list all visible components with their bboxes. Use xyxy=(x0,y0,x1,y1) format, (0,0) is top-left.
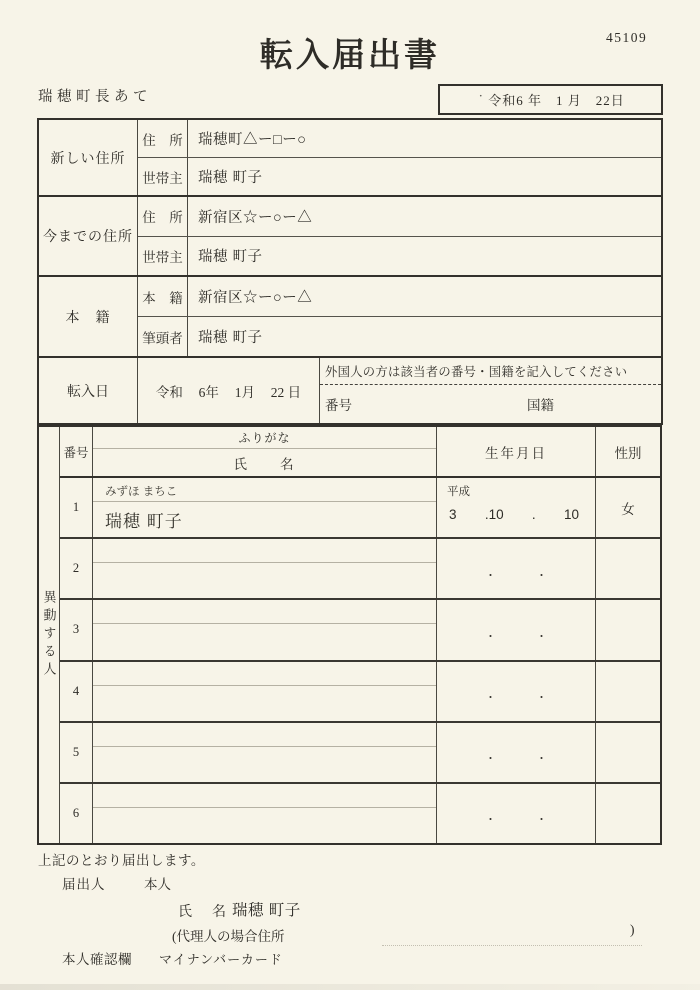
birth-year: 3 xyxy=(449,506,457,522)
birth-month: .10 xyxy=(484,506,504,522)
section-move-in-date xyxy=(39,358,661,423)
section-label: 今までの住所 xyxy=(39,197,138,275)
submission-date-value: 令和6 年 1 月 22日 xyxy=(488,93,625,108)
row-number: 4 xyxy=(60,662,93,721)
birth-dot: ・ xyxy=(485,692,496,705)
mover-row-4 xyxy=(60,662,660,723)
footer-name-value: 瑞穂 町子 xyxy=(232,902,301,919)
mover-row-5 xyxy=(60,723,660,784)
identity-check-label: 本人確認欄 xyxy=(62,952,132,967)
foreign-resident-note: 外国人の方は該当者の番号・国籍を記入してください xyxy=(320,358,661,385)
birth-dot: ・ xyxy=(536,569,547,582)
submission-date-box xyxy=(438,84,663,115)
birth-dot: ・ xyxy=(485,569,496,582)
name-value: 瑞穂 町子 xyxy=(105,512,183,532)
proxy-close-paren: ) xyxy=(630,922,635,937)
mover-row-1 xyxy=(60,478,660,539)
birth-era: 平成 xyxy=(447,486,470,498)
day: 22 日 xyxy=(270,384,302,400)
birth-dot: ・ xyxy=(485,753,496,766)
birth-dot: ・ xyxy=(536,630,547,643)
row-number: 1 xyxy=(60,478,93,537)
field-value-domicile: 新宿区☆ー○ー△ xyxy=(198,290,313,306)
form-serial-number: 45109 xyxy=(606,30,648,45)
move-in-date-label: 転入日 xyxy=(39,358,138,423)
form-title: 転入届出書 xyxy=(260,38,440,74)
furigana-value: みずほ まちこ xyxy=(93,478,436,502)
row-number: 5 xyxy=(60,723,93,782)
proxy-address-note: (代理人の場合住所 xyxy=(172,929,285,944)
birth-dot: ・ xyxy=(536,692,547,705)
section-new-address xyxy=(39,120,661,197)
field-label-address: 住 所 xyxy=(138,197,188,236)
birth-day: 10 xyxy=(563,506,579,522)
footer-name-label: 氏 名 xyxy=(178,905,229,920)
month: 1月 xyxy=(234,384,255,400)
mover-row-2 xyxy=(60,539,660,600)
header-sex: 性別 xyxy=(614,445,642,461)
field-label-householder: 世帯主 xyxy=(138,158,188,195)
row-number: 6 xyxy=(60,784,93,843)
year: 6年 xyxy=(198,384,219,400)
movers-header-row xyxy=(60,427,660,478)
field-value-head-of-family: 瑞穂 町子 xyxy=(198,330,263,346)
applicant-value: 本人 xyxy=(144,877,171,892)
declaration-line: 上記のとおり届出します。 xyxy=(38,853,205,868)
field-value-householder: 瑞穂 町子 xyxy=(198,170,263,186)
identity-check-value: マイナンバーカード xyxy=(159,952,283,967)
field-value-address: 新宿区☆ー○ー△ xyxy=(198,209,313,226)
field-value-address: 瑞穂町△ー□ー○ xyxy=(198,132,307,148)
address-table xyxy=(37,118,663,425)
stray-ink-mark: ・ xyxy=(476,91,487,101)
birth-dot: ・ xyxy=(536,814,547,827)
header-name: 氏 名 xyxy=(233,456,296,472)
addressee-line: 瑞穂町長あて xyxy=(38,89,152,105)
movers-side-cell xyxy=(39,427,60,843)
birth-dot: ・ xyxy=(485,814,496,827)
movers-table xyxy=(37,425,662,845)
field-value-householder: 瑞穂 町子 xyxy=(198,249,263,266)
scan-noise-artifact xyxy=(382,945,642,946)
field-label-domicile: 本 籍 xyxy=(138,277,188,316)
section-previous-address xyxy=(39,197,661,277)
field-label-head-of-family: 筆頭者 xyxy=(138,317,188,356)
mover-row-3 xyxy=(60,600,660,661)
applicant-label: 届出人 xyxy=(62,877,106,892)
foreign-nationality-label: 国籍 xyxy=(527,398,554,413)
foreign-resident-cell xyxy=(320,358,661,423)
move-in-date-value xyxy=(138,358,320,423)
section-registered-domicile xyxy=(39,277,661,358)
birth-dot: . xyxy=(531,506,536,522)
movers-side-label: 異動する人 xyxy=(41,590,57,680)
section-label: 本 籍 xyxy=(39,277,138,356)
field-label-address: 住 所 xyxy=(138,120,188,157)
foreign-number-label: 番号 xyxy=(325,398,352,413)
section-label: 新しい住所 xyxy=(39,120,138,195)
row-number: 3 xyxy=(60,600,93,659)
header-furigana: ふりがな xyxy=(93,427,436,449)
header-birthdate: 生年月日 xyxy=(437,427,596,476)
field-label-householder: 世帯主 xyxy=(138,237,188,276)
row-number: 2 xyxy=(60,539,93,598)
birth-dot: ・ xyxy=(485,630,496,643)
header-number: 番号 xyxy=(60,427,93,476)
mover-row-6 xyxy=(60,784,660,843)
birth-dot: ・ xyxy=(536,753,547,766)
sex-value: 女 xyxy=(621,501,635,517)
era: 令和 xyxy=(155,384,183,400)
